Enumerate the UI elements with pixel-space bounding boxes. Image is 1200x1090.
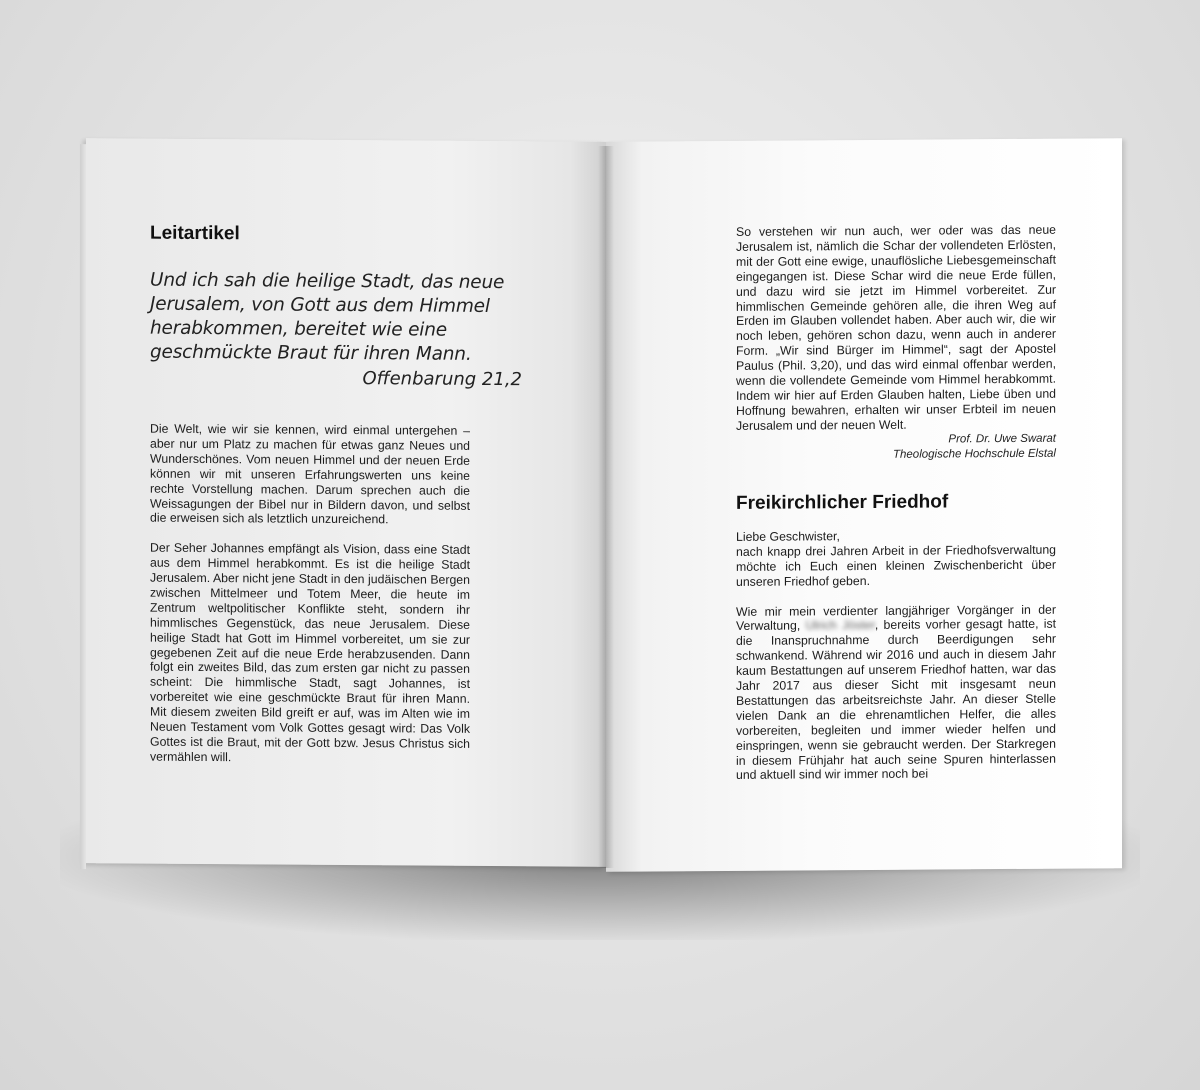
lead-reference: Offenbarung 21,2 — [362, 368, 522, 391]
author-affiliation: Theologische Hochschule Elstal — [892, 447, 1056, 461]
salutation: Liebe Geschwister, — [736, 529, 840, 544]
report-text-rest: , bereits vorher gesagt hatte, ist die Inanspruchnahme durch Beerdigungen sehr schwankend. Während wir 2016 und auch in diesem Jahr kaum Bestattungen auf unserem Friedhof hatten, war das Jahr 2017 aus dieser Sicht mit insgesamt neun Bestattungen das arbeitsreichste Jahr. An dieser Stelle vielen Dank an die ehrenamtlichen Helfer, die alles vorbereiten, begleiten und immer wieder helfen und einspringen, wenn sie gebraucht werden. Der Starkregen in diesem Frühjahr hat auch seine Spuren hinterlassen und aktuell sind wir immer noch bei — [736, 617, 1057, 783]
right-page — [606, 138, 1122, 872]
report-paragraph — [736, 602, 1056, 783]
leitartikel-heading: Leitartikel — [150, 222, 240, 245]
right-body-text — [736, 528, 1056, 799]
report-text-start: Wie mir mein verdienter langjähriger Vorgänger in der Verwaltung, — [736, 602, 1056, 634]
book-spine — [598, 146, 614, 868]
friedhof-heading: Freikirchlicher Friedhof — [736, 491, 949, 514]
blurred-name: Ulrich Jöster — [805, 618, 875, 633]
continued-paragraph: So verstehen wir nun auch, wer oder was das neue Jerusalem ist, nämlich die Schar der vollendeten Erlösten, mit der Gott eine ewige, unauflösliche Liebesgemeinschaft eingegangen ist. Diese Schar wird die neue Erde füllen, und dazu wird sie jetzt im Himmel vorbereitet. Zur himmlischen Gemeinde gehören alle, die ihren Weg auf Erden im Glauben vollendet haben. Aber auch wir, die wir noch leben, gehören schon dazu, wenn auch in anderer Form. „Wir sind Bürger im Himmel“, sagt der Apostel Paulus (Phil. 3,20), und das wird einmal offenbar werden, wenn die vollendete Gemeinde vom Himmel herabkommt. Indem wir hier auf Erden Glauben halten, Liebe üben und Hoffnung bewahren, erhalten wir unser Erbteil im neuen Jerusalem und der neuen Welt. — [736, 222, 1056, 433]
left-paragraph: Die Welt, wie wir sie kennen, wird einmal untergehen – aber nur um Platz zu machen für etwas ganz Neues und Wunderschönes. Vom neuen Himmel und der neuen Erde können wir mit unseren Erfahrungswerten uns keine rechte Vorstellung machen. Darum sprechen auch die Weissagungen der Bibel nur in Bildern davon, und selbst die erweisen sich als letztlich unzureichend. — [150, 421, 470, 527]
left-paragraph: Der Seher Johannes empfängt als Vision, dass eine Stadt aus dem Himmel herabkommt. Es ist die heilige Stadt Jerusalem. Aber nicht jene Stadt in den judäischen Bergen zwischen Mittelmeer und Totem Meer, die heute im Zentrum weltpolitischer Konflikte steht, sondern ihr himmlisches Gegenstück, das neue Jerusalem. Diese heilige Stadt hat Gott im Himmel vorbereitet, um sie zur gegebenen Zeit auf die neue Erde herabzusenden. Dann folgt ein zweites Bild, das zum ersten gar nicht zu passen scheint: Die himmlische Stadt, sagt Johannes, ist vorbereitet wie eine geschmückte Braut für ihren Mann. Mit diesem zweiten Bild greift er auf, was im Alten wie im Neuen Testament vom Volk Gottes gesagt wird: Das Volk Gottes ist die Braut, mit der Gott bzw. Jesus Christus sich vermählen will. — [150, 540, 470, 765]
lead-quote: Und ich sah die heilige Stadt, das neue Jerusalem, von Gott aus dem Himmel herabkommen, bereitet wie eine geschmückte Braut für ihren Mann. — [150, 269, 505, 365]
left-body-text — [150, 422, 470, 782]
author-name: Prof. Dr. Uwe Swarat — [948, 432, 1056, 446]
intro-paragraph: nach knapp drei Jahren Arbeit in der Friedhofsverwaltung möchte ich Euch einen kleinen Zwischenbericht über unseren Friedhof geben. — [736, 542, 1056, 589]
author-signature — [736, 432, 1056, 464]
left-page — [86, 138, 606, 867]
